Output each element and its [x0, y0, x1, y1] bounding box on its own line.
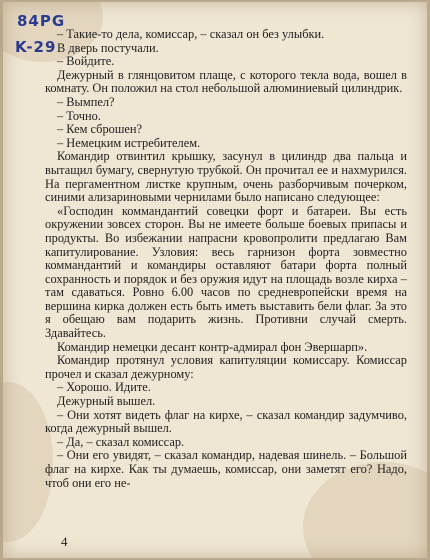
paragraph: В дверь постучали.: [57, 40, 159, 55]
page-number: 4: [61, 534, 68, 549]
handwritten-catalog-code: 84PG: [17, 12, 66, 30]
paragraph: – Точно.: [57, 108, 101, 123]
paragraph: – Вымпел?: [57, 94, 115, 109]
paragraph: – Они хотят видеть флаг на кирхе, – сказал командир задумчиво, когда дежурный вышел.: [45, 407, 407, 436]
paragraph: Командир немецки десант контр-адмирал фон Эвершарп».: [57, 339, 368, 354]
paragraph: – Кем сброшен?: [57, 122, 143, 137]
paragraph: – Да, – сказал комиссар.: [57, 434, 185, 449]
paragraph: Дежурный в глянцовитом плаще, с которого текла вода, вошел в комнату. Он положил на стол небольшой алюминиевый цилиндрик.: [45, 67, 407, 96]
paragraph: Командир протянул условия капитуляции комиссару. Комиссар прочел и сказал дежурному:: [45, 353, 407, 381]
handwritten-catalog-number: K-29: [15, 38, 57, 56]
paragraph: – Немецким истребителем.: [57, 135, 201, 150]
paragraph: Командир отвинтил крышку, засунул в цилиндр два пальца и вытащил бумагу, свернутую трубкой. Он прочитал ее и нахмурился. На пергаментном листке крупным, очень разборчивым почерком, синими ализариновыми чернилами было написано следующее:: [45, 149, 407, 205]
paragraph: – Хорошо. Идите.: [57, 380, 151, 395]
book-page: [3, 2, 427, 558]
paragraph: – Они его увидят, – сказал командир, надевая шинель. – Большой флаг на кирхе. Как ты думаешь, комиссар, они заметят его? Надо, чтоб они его не-: [45, 448, 407, 490]
paragraph: – Войдите.: [57, 54, 115, 69]
paragraph: – Такие-то дела, комиссар, – сказал он без улыбки.: [57, 27, 325, 41]
paragraph: «Господин коммандантий совецки форт и батареи. Вы есть окружении зовсех сторон. Вы не имеете больше боевых припасы и продукты. Во избежании напрасни кровопролити предлагаю Вам капитулирование. Узловия: весь гарнизон форта зовместно коммандантий и командиры оставляют батари форта полный сохранность и порядок и без оружия идут на площадь возле кирха – там сдаваться. Ровно 6.00 часов по средневропейски время на вершина кирка должен есть быть иметь выставить бели флаг. За это я обещаю вам подарить жизнь. Противни случай смерть. Здавайтесь.: [45, 203, 407, 341]
page-text: [45, 28, 407, 490]
paragraph: Дежурный вышел.: [57, 394, 156, 409]
